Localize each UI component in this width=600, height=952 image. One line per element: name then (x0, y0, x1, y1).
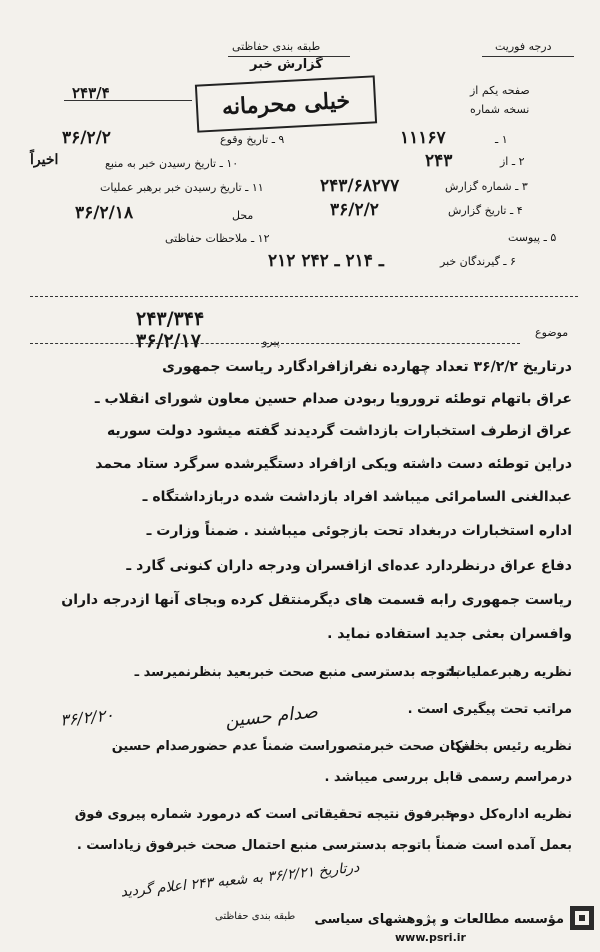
opinion-head-label: نظریه رئیس بخش: (450, 739, 572, 754)
subject-ref-date-label: پیرو (262, 335, 280, 348)
field-left-9-label: ۹ ـ تاریخ وقوع (220, 133, 285, 146)
field-left-10-value: اخیراً (30, 152, 59, 168)
body-line-2: عراق باتهام توطئه ترورویا ربودن صدام حسین معاون شورای انقلاب ـ (94, 391, 572, 407)
body-line-8: ریاست جمهوری رابه قسمت های دیگرمنتقل کرده وبجای آنها ازدرجه داران (61, 592, 572, 608)
field-right-5-label: ۵ ـ پیوست (508, 231, 557, 244)
body-line-4: دراین توطئه دست داشته ویکی ازافراد دستگیرشده سرگرد ستاد محمد (95, 456, 572, 472)
field-right-6-value: ۲۱۲ ـ ۲۱۴ ـ ۲۴۲ (268, 251, 384, 271)
field-right-4-label: ۴ ـ تاریخ گزارش (448, 204, 523, 217)
institute-name: مؤسسه مطالعات و پژوهشهای سیاسی (314, 912, 564, 927)
field-right-4-value: ۳۶/۲/۲ (330, 200, 379, 220)
handwritten-date-mid: ۳۶/۲/۲۰ (59, 705, 115, 730)
subject-ref-date: ۳۶/۲/۱۷ (136, 330, 201, 352)
confidential-stamp: خیلی محرمانه (195, 75, 377, 132)
bottom-classification: طبقه بندی حفاظتی (215, 911, 296, 922)
field-left-place-value: ۳۶/۲/۱۸ (75, 203, 134, 223)
field-left-9-value: ۳۶/۲/۲ (62, 128, 111, 148)
opinion-operations-label: نظریه رهبرعملیات: (447, 665, 572, 680)
handwritten-bottom-note: درتاریخ ۳۶/۲/۲۱ به شعبه ۲۴۳ اعلام گردید (119, 859, 361, 901)
opinion-head-text-2: درمراسم رسمی قابل بررسی میباشد . (324, 770, 572, 785)
subject-ref-number: ۲۴۳/۳۴۴ (136, 308, 205, 330)
field-right-3-value: ۲۴۳/۶۸۲۷۷ (320, 176, 400, 196)
body-line-6: اداره استخبارات دربغداد تحت بازجوئی میباشند . ضمناً وزارت ـ (146, 523, 572, 539)
priority-label: درجه فوریت (495, 40, 552, 53)
field-left-10-label: ۱۰ ـ تاریخ رسیدن خبر به منبع (105, 157, 239, 170)
classification-label: طبقه بندی حفاظتی (232, 40, 321, 53)
body-line-3: عراق ازطرف استخبارات بازداشت گردیدند گفته میشود دولت سوریه (106, 423, 572, 439)
handwritten-sign-mid: صدام حسین (224, 701, 319, 732)
field-left-11-label: ۱۱ ـ تاریخ رسیدن خبر برهبر عملیات (100, 181, 264, 194)
field-right-2-label: ۲ ـ از (500, 155, 525, 168)
institute-url[interactable]: www.psri.ir (395, 931, 466, 944)
field-left-12-label: ۱۲ ـ ملاحظات حفاظتی (165, 232, 270, 245)
field-left-place-label: محل (232, 209, 254, 222)
opinion-dept-text-2: بعمل آمده است ضمناً باتوجه بدسترسی منبع احتمال صحت خبرفوق زیاداست . (76, 838, 572, 853)
subject-label: موضوع (535, 326, 569, 339)
copy-page-label: صفحه یکم از (470, 84, 530, 97)
institute-logo-icon (569, 905, 595, 931)
opinion-head-text: امکان صحت خبرمتصوراست ضمناً عدم حضورصدام حسین (111, 739, 475, 754)
opinion-operations-text-2: مراتب تحت پیگیری است . (407, 702, 572, 717)
field-right-2-value: ۲۴۳ (425, 151, 453, 171)
field-right-6-label: ۶ ـ گیرندگان خبر (440, 255, 516, 268)
body-line-1: درتاریخ ۳۶/۲/۲ تعداد چهارده نفرازافرادگارد ریاست جمهوری (162, 359, 572, 375)
report-title: گزارش خبر (250, 57, 323, 72)
field-right-1-label: ۱ ـ (495, 133, 508, 146)
opinion-operations-text: باتوجه بدسترسی منبع صحت خبربعید بنظرنمیرسد ـ (134, 665, 460, 680)
body-line-9: وافسران بعثی جدید استفاده نماید . (327, 626, 572, 642)
field-right-3-label: ۳ ـ شماره گزارش (445, 180, 528, 193)
opinion-dept-label: نظریه اداره‌کل دوم: (445, 807, 572, 822)
opinion-dept-text: خبرفوق نتیجه تحقیقاتی است که درمورد شماره پیروی فوق (74, 807, 455, 822)
body-line-7: دفاع عراق درنظردارد عده‌ای ازافسران ودرجه داران کنونی گارد ـ (126, 558, 572, 574)
body-line-5: عبدالغنی السامرائی میباشد افراد بازداشت شده دربازداشتگاه ـ (142, 489, 572, 505)
field-right-1-value: ۱۱۱۶۷ (400, 128, 446, 148)
copy-count-label: نسخه شماره (470, 103, 530, 116)
top-number: ۲۴۳/۴ (72, 84, 110, 102)
